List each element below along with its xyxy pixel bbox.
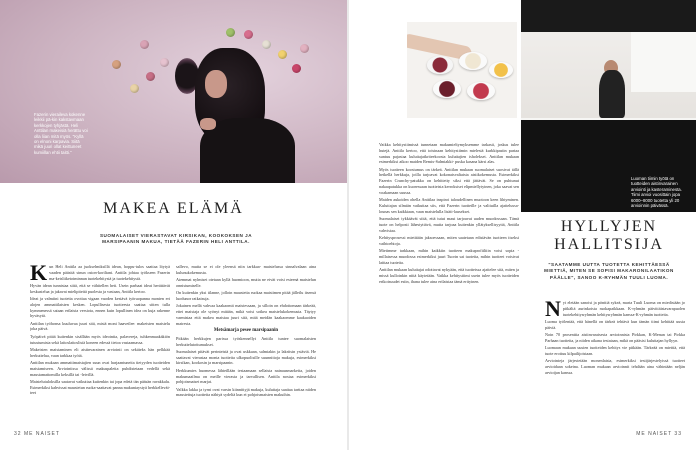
macaron bbox=[300, 44, 309, 53]
bowl bbox=[467, 82, 495, 100]
left-page bbox=[0, 0, 347, 450]
paragraph: Makeisten maistaminen eli aistinvarainen arviointi on sekäteks hän pelkkää herkuttelua, vaan tarkkaa työtä. bbox=[30, 346, 170, 358]
macaron bbox=[146, 72, 155, 81]
macaron bbox=[292, 64, 301, 73]
kitchen-photo bbox=[521, 0, 696, 212]
body-column-left-2 bbox=[176, 264, 316, 424]
macaron bbox=[226, 28, 235, 37]
body-column-right-1 bbox=[379, 142, 519, 424]
macaron bbox=[140, 40, 149, 49]
photo-caption-left: Fazerin vieraileva kokenne leikkii pä-kin kakstavmaan kerkkojen tyhjästä. Heli Anttilan makeisiä herättu voi olla liian mitä myös. "Kyllä on elnoni karpavia. Siitä mikä juuri ollat keittuneet kumiillan ehtii taitti." bbox=[34, 112, 88, 155]
paragraph: Anttilan työhonsa kuuluvaa juuri sitä, mistä moni haaveilee: makeisten maistelu joka päivä. bbox=[30, 320, 170, 332]
paragraph: Suomalaiset tykkäävät siitä, että tutut maut tarjoavat uuden muodossaan. Tämä tuote on helposti lähestyttävä, mutta tarjoaa kuitenkin yllätyksellisyyttä, Anttila vahvistaa. bbox=[379, 216, 519, 233]
paragraph: Jokainen mellä vahvaa kaakaomit maistessaan, ja silloin on ehdottomaan tärkeää, ettei maistaja ole syönyt mitään, mikä voisi sotkea maistelukokemusta. Täytyy varmistaa että makea maistaa juuri sitä, mitä meidän kaakaomme kaakaoiden mairesta. bbox=[176, 303, 316, 326]
macaron bbox=[160, 58, 169, 67]
paragraph: Anttilan mukaan kuluttajat odottavat nykyään, että tuotteissa ajattelee sitä, miten ja missä kulloinkin niitä käytetään. Vaikka kehitystiimi usein tulee myös tuotteiden erikoisuudet esiin, ihana tulee aina erilaistaa tämä erityinen. bbox=[379, 266, 519, 284]
body-column-left-1 bbox=[30, 264, 170, 424]
body-column-right-2 bbox=[545, 300, 685, 424]
macaron bbox=[262, 40, 271, 49]
page-folio-right: ME NAISET 33 bbox=[636, 431, 682, 437]
macaron bbox=[244, 30, 253, 39]
heading-line: HYLLYJEN bbox=[560, 218, 658, 235]
bowls-photo bbox=[407, 22, 517, 118]
drop-cap: N bbox=[545, 300, 561, 321]
paragraph: Luomaan mukaan uusien tuotteiden kehitys vie pitkään. Tärkeää on miettiä, että tuote erottuu kilpailijoistaan. bbox=[545, 345, 685, 356]
paragraph: Anttilan mukaan ammattimaistajien suun ovat harjaantuneita tietyyden tuotteiden maistamiseen. Arviointissa välissä makuspaletta puhdistetaan vedellä sekä maustamattomilla keksillä tai -leivillä. bbox=[30, 359, 170, 377]
paragraph: Myös tuotteen koostumus on tärkeä. Anttilan mukaan suomalaiset suosivat tällä hetkellä herkkuja, joilla tarjoavat kokonaisvaltaista aistikokemusta. Esimerkiksi Fazerin Crunchy-patukka on kehittetty siksi että jättävät. Se on puhtunut nakaapatukka on kuoressaan tuotteista kerroksiset elipmiellytyinen, joka saavat sen voakarnaan suussa. bbox=[379, 166, 519, 195]
macaron bbox=[112, 60, 121, 69]
paragraph: Valkka lakka ja tyrni ovat varsin kiinnittyjä makuja, kuluttaja saattaa tarttaa niiden maustettuja tuotteita nähtyä sydeltä kun ei pohjoismaisten makuihin. bbox=[176, 386, 316, 398]
paragraph: yt eletään sanoisi ja pönttiä sykeä, marta Tuuli Luoma on miedistään jo pitkältä aurinkoista ruokapaikkaan. K-ryhmän päivittäistavarapuolen tuotekehitysryhmän kehitysryhmän kanssa-K-ryhmän tuotteita. bbox=[562, 300, 685, 317]
paragraph: Hyvän idean tunnistaa siitä, että se vähitellen heti. Usein parhaat ideat herättävät keskustelua ja jakavat mielipiteitä puolesta ja vastaan, Anttila kertoo. bbox=[30, 282, 170, 294]
bowl bbox=[459, 52, 487, 70]
paragraph: Herkkumies huomessa lähteillään testaamaan sellaista nainausmarkeita, joiden makumaailma on meille vierasta ja tarvallisen. Anttila nostaa esimerkiksi pohjoismaiset marjat. bbox=[176, 367, 316, 385]
paragraph: Maistelutuloksilla saatavat vaikuttaa kuitenkin tai jopa edetä tän pääsän ravakkalu. Esimerkiksi kahvissat maustetun ruoka-saattavat panna makuniaystyä herkkelleväi-teet bbox=[30, 378, 170, 396]
paragraph: Maiden aukoiden ohella Anttilaa inspiroi taloudellinen muotoon keen lihtyminen. Kuluttajan silmiän vaikuttaa siis, että Fazerin tuotteille ja valituilla ajattelussa-lounas sen kaikkiaan, vaan maistelulla lisäti-lausekset. bbox=[379, 197, 519, 214]
right-page bbox=[349, 0, 696, 450]
paragraph: Pitkään herkkujen parissa työskennellyt Anttila tuntee suomalaisten herkuttelutottumukset. bbox=[176, 335, 316, 347]
subheading: Metsämarja pesee marsipaanin bbox=[213, 328, 279, 334]
macaron bbox=[130, 84, 139, 93]
page-folio-left: 32 ME NAISET bbox=[14, 431, 60, 437]
bowl bbox=[433, 80, 461, 98]
woman-face bbox=[205, 70, 227, 98]
paragraph: Luoma työlentää, että hänellä on tärkeä tehtävä kun tämän tiimi kehittää uusia päiviä. bbox=[545, 318, 685, 330]
paragraph: sallevo, mutta se ei ole yleensä niin tarkkaa- maistelussa sinnalvalaan aina kulunukokemusta. bbox=[176, 264, 316, 275]
woman-hand bbox=[200, 118, 216, 130]
paragraph: Arviointeja järjestetään monenlaisia, esimerkiksi testijärjestelyissä tuotteet arvioidaan sokeina. Luoman mukaan arvioinnit tehdään aina vähintään neljän arvioijan kanssa. bbox=[545, 358, 685, 375]
paragraph: Mietimme tarkkaan, mihin kaikkiin tuotteen makuprofiiliiin voisi sopia - millaisessa muodossa esimerkiksi juuri Tuorin sai tuoteita, mihin tuotteet voisivat laittaa tuotetta. bbox=[379, 248, 519, 265]
article-heading-right bbox=[534, 218, 684, 254]
bowl bbox=[427, 56, 453, 74]
paragraph: un Heli Anttila aa juokselmiksillä idean, hoppu-tulos saattaa löytyä vaaden pääsitä sinun osion-koriltani. Anttila johtaa työkseen Fazerin ma-keisliiketoiminnan tuotekehitystä ja tuotekehitystä. bbox=[49, 264, 170, 281]
paragraph: Kehitysprosessi mietitään jaksoessaan, miten saatetaan edistävän tuotteen itseksi vaihtoehtoja. bbox=[379, 234, 519, 246]
paragraph: Aiemmat nylmiset otetaan kyllä huomioon, mutta ne eivät voisi esteenä maistelun onnistumiselle. bbox=[176, 277, 316, 288]
window bbox=[631, 32, 696, 92]
person bbox=[599, 70, 625, 118]
macaron-wall-photo bbox=[0, 0, 347, 183]
macaron bbox=[278, 50, 287, 59]
article-heading-left: MAKEA ELÄMÄ bbox=[103, 200, 244, 217]
paragraph: Suomalaiset pitävät perinteistä ja ovat uskkaan, salmiakin ja lakritsin ystäviä. He saattavat vierastaa monta tuotteita ulkopuolisille suunnittoja makuja, esimerkiksi kirsikan, kookosin ja marsipaanin. bbox=[176, 348, 316, 366]
article-intro-left: SUOMALAISET VIERASTAVAT KIRSIKAN, KOOKOKSEN JA MARSIPAANIN MAKUA, TIETÄÄ FAZERIN HELI ANTTILA. bbox=[99, 233, 253, 245]
paragraph: Työpäivä pitää kuitenkin sisällään myös ideointia, palavereja, tuhkenmaakäkiön tutustumista sekä laitoslaitoslisiä koneen edessä tietoa vastaamassa. bbox=[30, 333, 170, 345]
ceiling bbox=[521, 0, 696, 32]
bowl bbox=[489, 62, 513, 78]
drop-cap: K bbox=[30, 264, 48, 285]
paragraph: Ideat ja valmiini tuotetta ovottaa vigaan vuoden kestävä työruopanna monien eri alojen ammattilaisten kesken. Lopullisesta tuotteesta saattaa sitten tulla kymmenessä sataan erilaista versiota, ennen kuin lopullinen idea on kuja rakenne hyväsytä. bbox=[30, 295, 170, 319]
article-intro-right: "SAATAMME UUTTA TUOTETTA KEHITTÄESSÄ MIETTIÄ, MITEN SE SOPISI MAKARONILAATIKON PÄÄLLE", SANOO K-RYHMÄN TUULI LUOMA. bbox=[544, 262, 674, 280]
photo-caption-right: Luoman tiimin työtä on tuotteiden aistinvarainen arviointi ja kasteraminesta. Tiimi arvioi vuosittain jopa 6000–8000 tuotetta yli 20 arvioinnin päivässä. bbox=[631, 176, 682, 209]
paragraph: On kuitenkin yksi tilanne, jolloin maustetta ruokaa maistimen pitää jälleilu itsensä luodunor ratkaisuja. bbox=[176, 290, 316, 301]
paragraph: Vaikka kehitystiimissä tunnetaan makumieltymyksemme tarkasti, joskus tulee hutejä. Anttila kertoo, että toisinaan kehitystiimin mielestä kurkkipastin pariaa suntuu pajastaa kuluttajatkriteekoosta kuluttajien isholekset. Anttilan mukaan esimerkiksi aikoo maiden Remix-Salmiakki- puska kasana kärsi alas. bbox=[379, 142, 519, 165]
heading-line: HALLITSIJA bbox=[554, 236, 664, 253]
paragraph: Noin 70 prosenttia aistinvaraisesta arvioinnista Pirkkan, K-Menun tai Pirkka Parhaan tuotteita, ja niiden aikana testataan, mikä on pääsisi kuluttajan hyllyyn. bbox=[545, 331, 685, 343]
